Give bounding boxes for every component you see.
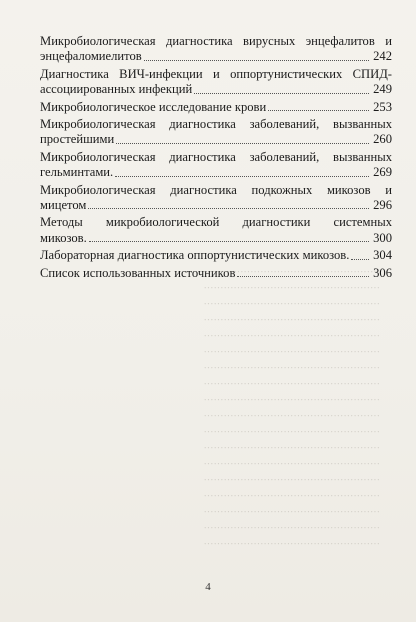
toc-entry-last-line bbox=[40, 165, 392, 180]
toc-entry-line: Микробиологическая диагностика подкожных микозов и bbox=[40, 182, 392, 197]
dot-leader bbox=[88, 207, 369, 209]
table-of-contents bbox=[40, 34, 392, 283]
toc-entry-title: Лабораторная диагностика оппортунистических микозов. bbox=[40, 248, 350, 263]
toc-entry bbox=[40, 117, 392, 148]
dot-leader bbox=[144, 59, 369, 61]
toc-entry-page: 306 bbox=[373, 265, 392, 280]
dot-leader bbox=[115, 175, 369, 177]
toc-entry-title: гельминтами. bbox=[40, 165, 114, 180]
toc-entry-last-line bbox=[40, 49, 392, 64]
toc-entry-last-line bbox=[40, 198, 392, 213]
toc-entry bbox=[40, 34, 392, 65]
toc-entry-line: Микробиологическая диагностика заболеваний, вызванных bbox=[40, 117, 392, 132]
toc-entry-title: Список использованных источников bbox=[40, 265, 236, 280]
page-number: 4 bbox=[205, 581, 211, 593]
toc-entry-title: микозов. bbox=[40, 230, 87, 245]
toc-entry bbox=[40, 150, 392, 181]
toc-entry-last-line bbox=[40, 82, 392, 97]
dot-leader bbox=[268, 109, 369, 111]
toc-entry-page: 249 bbox=[373, 82, 392, 97]
bleed-through-text: ····················································· ····················································· ····················································· ····················································· ····················································· ····················································· ····················································· ····················································· ····················································· ····················································· ····················································· ····················································· ····················································· ····················································· ····················································· ····················································· ····················································· ····················································· bbox=[203, 265, 380, 548]
toc-entry-page: 253 bbox=[373, 99, 392, 114]
dot-leader bbox=[351, 258, 369, 260]
toc-entry-line: Микробиологическая диагностика заболеваний, вызванных bbox=[40, 149, 392, 164]
toc-entry-page: 304 bbox=[373, 248, 392, 263]
toc-entry bbox=[40, 183, 392, 214]
toc-entry-last-line bbox=[40, 132, 392, 147]
toc-entry-page: 296 bbox=[373, 198, 392, 213]
dot-leader bbox=[194, 92, 369, 94]
toc-entry-title: мицетом bbox=[40, 198, 87, 213]
toc-entry-title: Микробиологическое исследование крови bbox=[40, 99, 267, 114]
toc-entry-line: Микробиологическая диагностика вирусных энцефалитов и bbox=[40, 34, 392, 48]
toc-entry-line: Диагностика ВИЧ-инфекции и оппортунистических СПИД- bbox=[40, 66, 392, 81]
toc-entry-page: 242 bbox=[373, 49, 392, 64]
toc-entry-title: энцефаломиелитов bbox=[40, 49, 142, 64]
toc-entry-title: ассоциированных инфекций bbox=[40, 82, 193, 97]
toc-entry-last-line bbox=[40, 100, 392, 115]
toc-entry-last-line bbox=[40, 231, 392, 246]
toc-entry-page: 269 bbox=[373, 165, 392, 180]
toc-entry bbox=[40, 215, 392, 246]
dot-leader bbox=[89, 240, 369, 242]
dot-leader bbox=[116, 142, 369, 144]
toc-entry-title: простейшими bbox=[40, 132, 115, 147]
toc-entry bbox=[40, 67, 392, 98]
toc-entry-line: Методы микробиологической диагностики системных bbox=[40, 215, 392, 230]
toc-entry-page: 300 bbox=[373, 230, 392, 245]
toc-entry bbox=[40, 100, 392, 115]
toc-entry-page: 260 bbox=[373, 132, 392, 147]
